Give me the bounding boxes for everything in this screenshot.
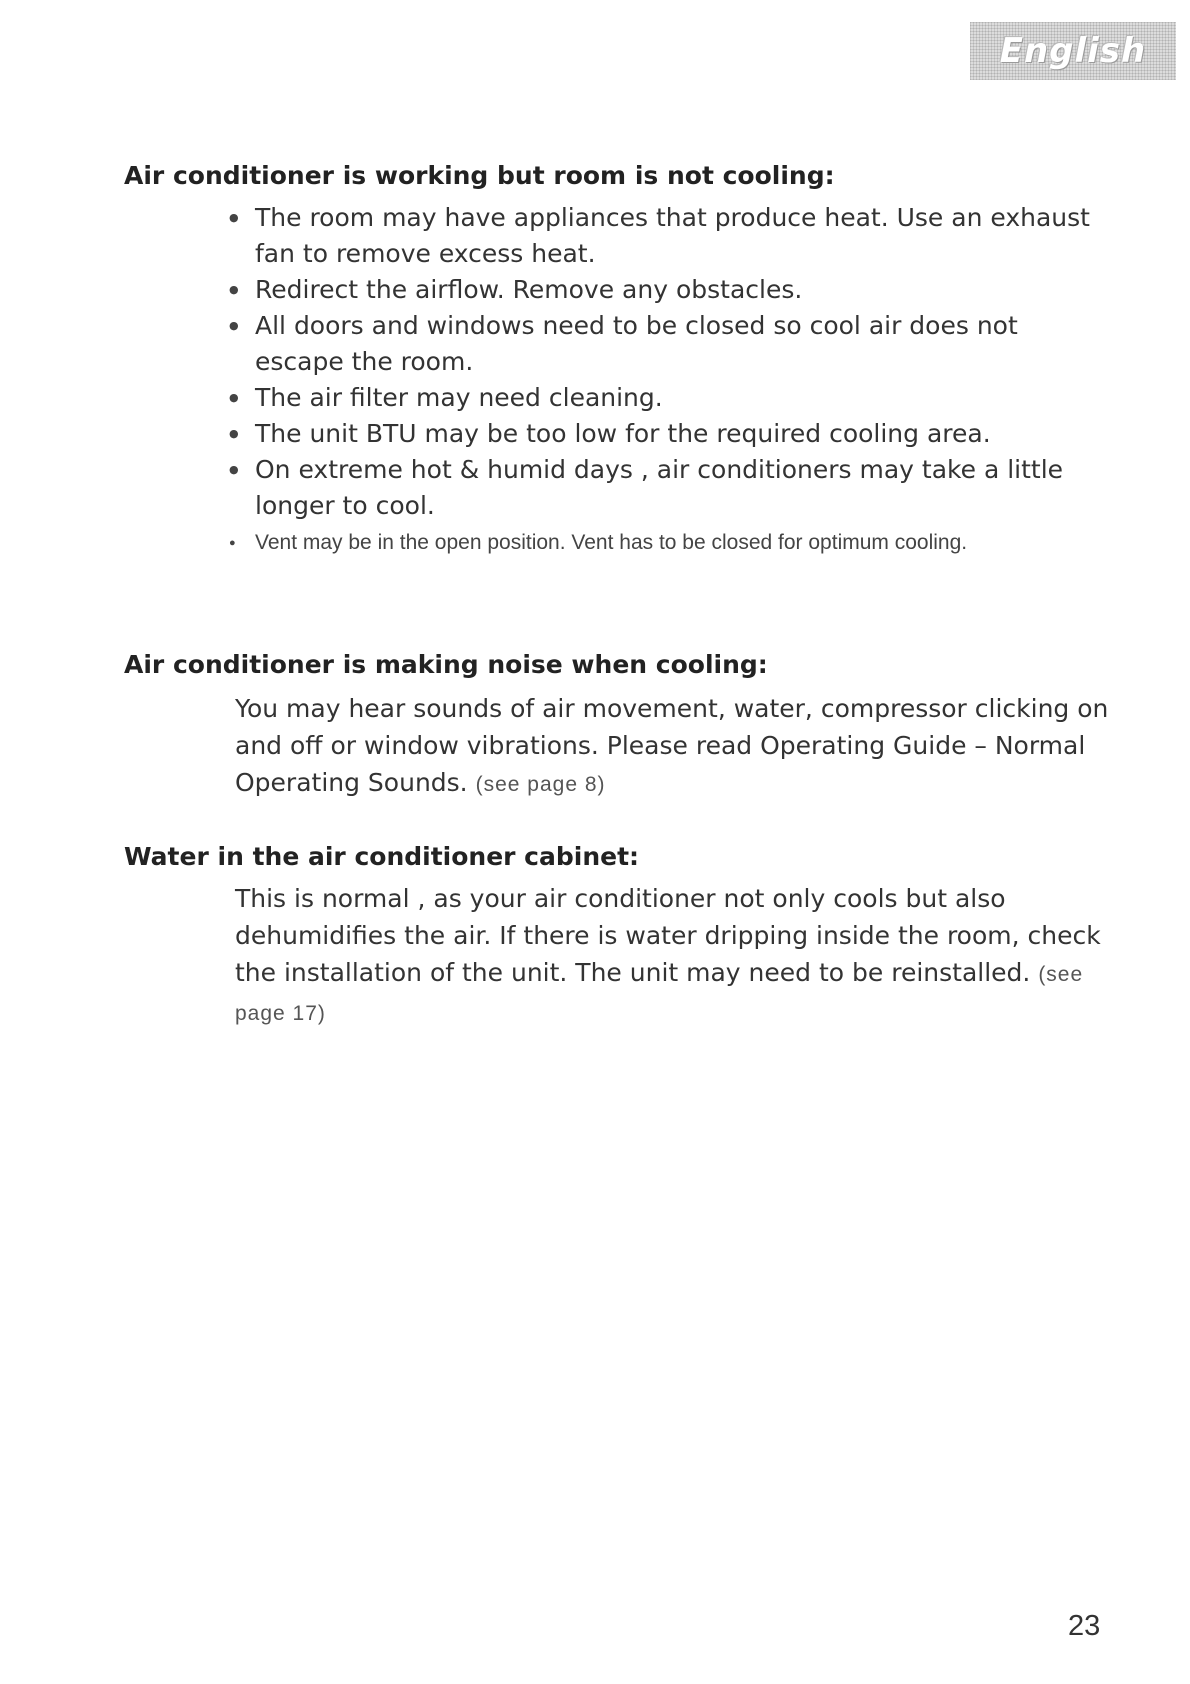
page-number: 23: [1068, 1610, 1101, 1642]
language-tab: [970, 22, 1176, 80]
list-item: ● On extreme hot & humid days , air conditioners may take a little longer to cool.: [225, 452, 1095, 524]
list-item: ● The unit BTU may be too low for the required cooling area.: [225, 416, 1095, 452]
list-item: ● The room may have appliances that produce heat. Use an exhaust fan to remove excess heat.: [225, 200, 1095, 272]
water-body: This is normal , as your air conditioner not only cools but also dehumidifies the air. If there is water dripping inside the room, check the installation of the unit. The unit may need to be reinstalled.: [235, 884, 1101, 987]
water-page-reference: (see page 17): [235, 963, 1084, 1025]
list-item: ● Vent may be in the open position. Vent has to be closed for optimum cooling.: [225, 526, 1095, 560]
language-tab-label: English: [999, 31, 1147, 71]
section-heading-noise: Air conditioner is making noise when cooling:: [124, 650, 768, 679]
list-item: ● Redirect the airflow. Remove any obstacles.: [225, 272, 1095, 308]
noise-body: You may hear sounds of air movement, water, compressor clicking on and off or window vibrations. Please read Operating Guide – Normal Operating Sounds.: [235, 694, 1109, 797]
list-item: ● All doors and windows need to be closed so cool air does not escape the room.: [225, 308, 1095, 380]
noise-paragraph: [235, 690, 1115, 803]
section-heading-water: Water in the air conditioner cabinet:: [124, 842, 640, 871]
water-paragraph: [235, 880, 1115, 1032]
list-item: ● The air filter may need cleaning.: [225, 380, 1095, 416]
noise-page-reference: (see page 8): [475, 773, 606, 796]
section-heading-not-cooling: Air conditioner is working but room is not cooling:: [124, 161, 835, 190]
not-cooling-bullet-list: [225, 200, 1095, 560]
